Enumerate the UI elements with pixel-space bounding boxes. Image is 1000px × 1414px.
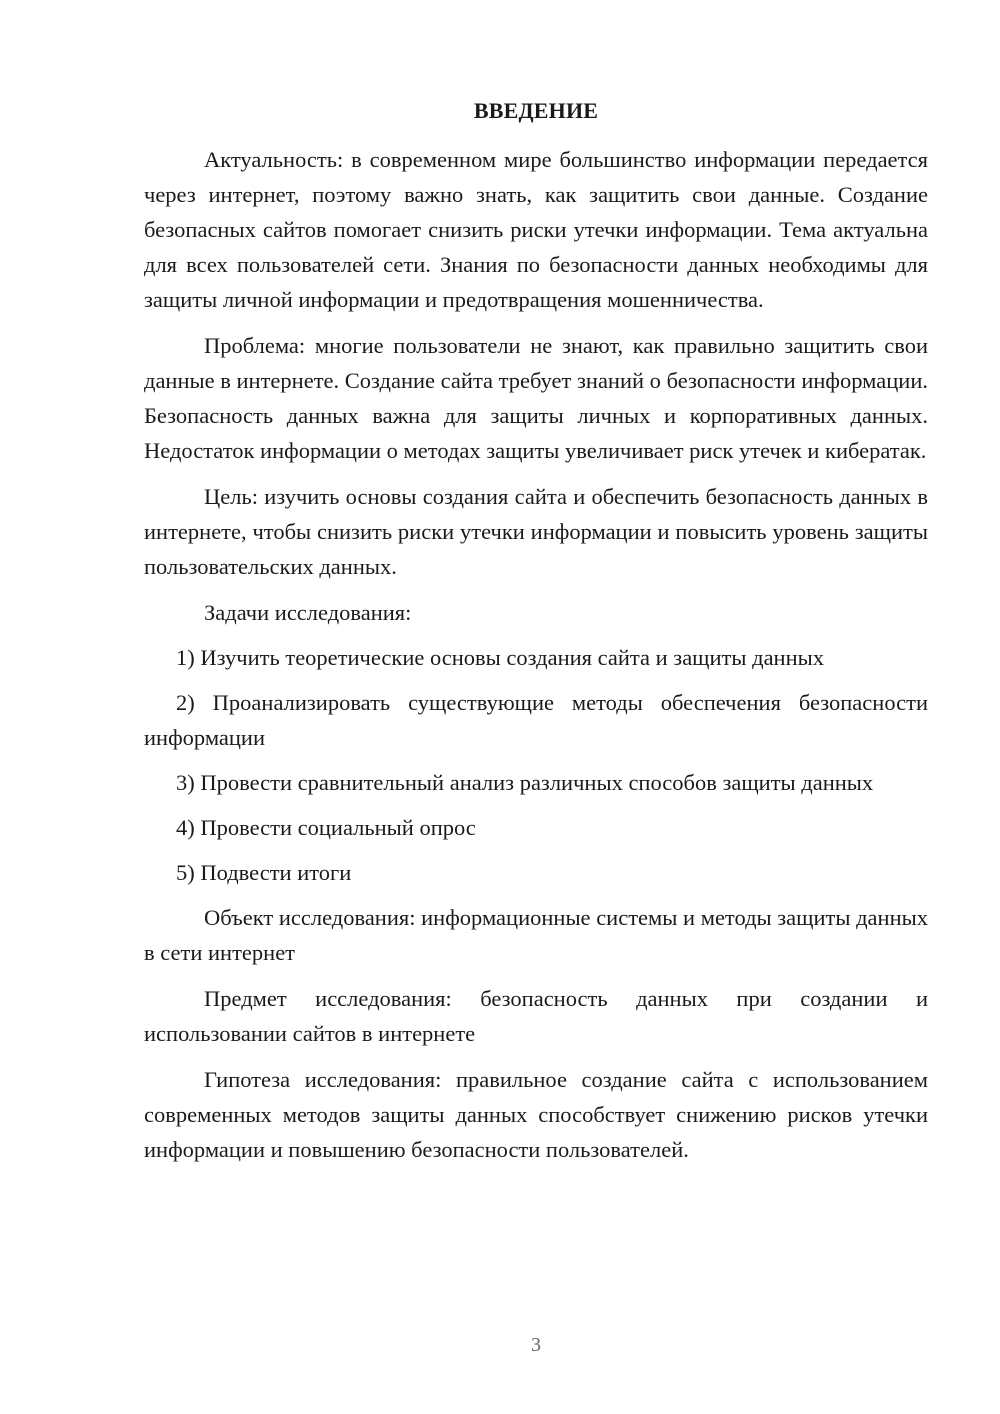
- paragraph-relevance: Актуальность: в современном мире большинство информации передается через интернет, поэтому важно знать, как защитить свои данные. Создание безопасных сайтов помогает снизить риски утечки информации. Тема актуальна для всех пользователей сети. Знания по безопасности данных необходимы для защиты личной информации и предотвращения мошенничества.: [144, 147, 928, 312]
- task-item-5: 5) Подвести итоги: [176, 860, 352, 885]
- tasks-heading: Задачи исследования:: [204, 600, 412, 625]
- task-item-2: 2) Проанализировать существующие методы обеспечения безопасности информации: [144, 690, 928, 750]
- task-item-1: 1) Изучить теоретические основы создания сайта и защиты данных: [176, 645, 825, 670]
- page-number: 3: [531, 1334, 541, 1356]
- task-item-4: 4) Провести социальный опрос: [176, 815, 476, 840]
- page-title: ВВЕДЕНИЕ: [473, 98, 599, 123]
- paragraph-object: Объект исследования: информационные системы и методы защиты данных в сети интернет: [144, 905, 928, 965]
- paragraph-goal: Цель: изучить основы создания сайта и обеспечить безопасность данных в интернете, чтобы снизить риски утечки информации и повысить уровень защиты пользовательских данных.: [144, 484, 928, 579]
- paragraph-hypothesis: Гипотеза исследования: правильное создание сайта с использованием современных методов защиты данных способствует снижению рисков утечки информации и повышению безопасности пользователей.: [144, 1067, 928, 1162]
- paragraph-problem: Проблема: многие пользователи не знают, как правильно защитить свои данные в интернете. Создание сайта требует знаний о безопасности информации. Безопасность данных важна для защиты личных и корпоративных данных. Недостаток информации о методах защиты увеличивает риск утечек и кибератак.: [144, 333, 928, 463]
- task-item-3: 3) Провести сравнительный анализ различных способов защиты данных: [176, 770, 874, 795]
- paragraph-subject: Предмет исследования: безопасность данных при создании и использовании сайтов в интернете: [144, 986, 928, 1046]
- document-body: [144, 142, 928, 1167]
